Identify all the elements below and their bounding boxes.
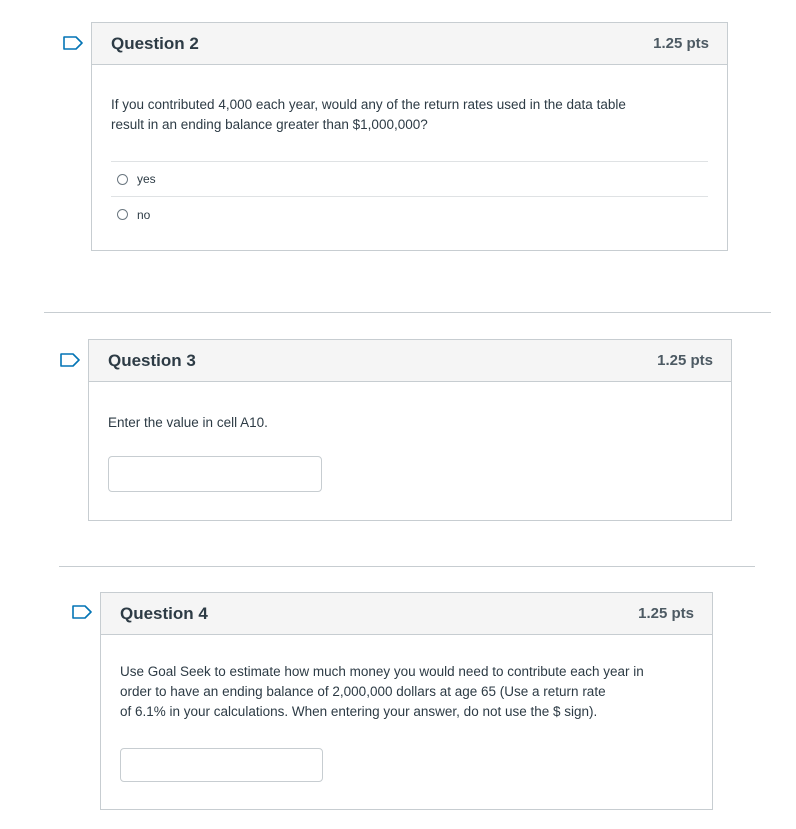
question-text-line: Use Goal Seek to estimate how much money you would need to contribute each year in <box>120 664 644 679</box>
question-title: Question 4 <box>120 603 208 623</box>
question-title: Question 3 <box>108 350 196 370</box>
question-text <box>120 662 705 722</box>
question-header <box>101 593 712 635</box>
flag-question-icon[interactable] <box>60 353 80 367</box>
question-header <box>92 23 727 65</box>
question-points: 1.25 pts <box>653 35 709 52</box>
question-3-card <box>88 339 732 521</box>
question-header <box>89 340 731 382</box>
answer-list <box>111 161 708 232</box>
question-title: Question 2 <box>111 33 199 53</box>
question-2-card <box>91 22 728 251</box>
question-text-line: of 6.1% in your calculations. When entering your answer, do not use the $ sign). <box>120 704 598 719</box>
question-text-line: Enter the value in cell A10. <box>108 415 268 430</box>
answer-option-yes[interactable] <box>111 162 708 197</box>
answer-label: yes <box>137 172 156 186</box>
question-text <box>111 95 711 135</box>
radio-button-icon[interactable] <box>117 209 128 220</box>
question-text-line: order to have an ending balance of 2,000,000 dollars at age 65 (Use a return rate <box>120 684 606 699</box>
answer-option-no[interactable] <box>111 197 708 232</box>
question-divider <box>44 312 771 313</box>
question-text <box>108 413 708 433</box>
flag-question-icon[interactable] <box>72 605 92 619</box>
flag-question-icon[interactable] <box>63 36 83 50</box>
question-4-card <box>100 592 713 810</box>
answer-input[interactable] <box>108 456 322 492</box>
question-text-line: result in an ending balance greater than $1,000,000? <box>111 117 428 132</box>
answer-input[interactable] <box>120 748 323 782</box>
question-divider <box>59 566 755 567</box>
radio-button-icon[interactable] <box>117 174 128 185</box>
question-text-line: If you contributed 4,000 each year, would any of the return rates used in the data table <box>111 97 626 112</box>
question-points: 1.25 pts <box>657 352 713 369</box>
question-points: 1.25 pts <box>638 605 694 622</box>
answer-label: no <box>137 207 151 222</box>
